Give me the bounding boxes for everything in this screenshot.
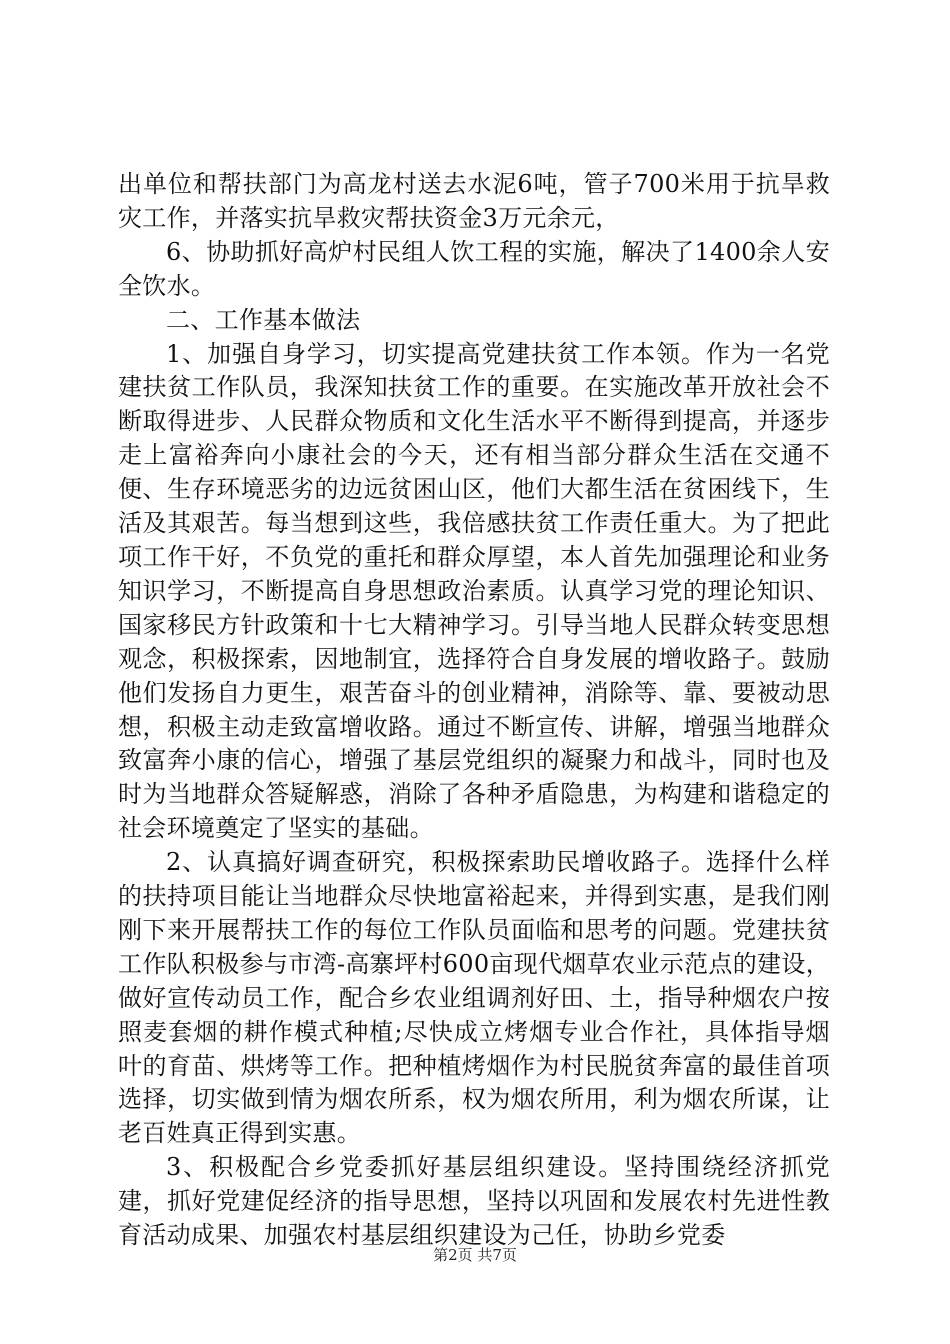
section-heading-work-methods: 二、工作基本做法 — [166, 305, 361, 334]
paragraph-method-1: 1、加强自身学习，切实提高党建扶贫工作本领。作为一名党建扶贫工作队员，我深知扶贫工作的重要。在实施改革开放社会不断取得进步、人民群众物质和文化生活水平不断得到提高，并逐步走上富裕奔向小康社会的今天，还有相当部分群众生活在交通不便、生存环境恶劣的边远贫困山区，他们大都生活在贫困线下，生活及其艰苦。每当想到这些，我倍感扶贫工作责任重大。为了把此项工作干好，不负党的重托和群众厚望，本人首先加强理论和业务知识学习，不断提高自身思想政治素质。认真学习党的理论知识、国家移民方针政策和十七大精神学习。引导当地人民群众转变思想观念，积极探索，因地制宜，选择符合自身发展的增收路子。鼓励他们发扬自力更生，艰苦奋斗的创业精神，消除等、靠、要被动思想，积极主动走致富增收路。通过不断宣传、讲解，增强当地群众致富奔小康的信心，增强了基层党组织的凝聚力和战斗，同时也及时为当地群众答疑解惑，消除了各种矛盾隐患，为构建和谐稳定的社会环境奠定了坚实的基础。 — [118, 339, 830, 843]
paragraph-item-6: 6、协助抓好高炉村民组人饮工程的实施，解决了1400余人安全饮水。 — [118, 237, 830, 300]
document-body — [118, 168, 830, 1253]
page-footer: 第2页 共7页 — [433, 1246, 517, 1264]
paragraph-continuation: 出单位和帮扶部门为高龙村送去水泥6吨，管子700米用于抗旱救灾工作，并落实抗旱救灾帮扶资金3万元余元， — [118, 170, 830, 232]
paragraph-method-2: 2、认真搞好调查研究，积极探索助民增收路子。选择什么样的扶持项目能让当地群众尽快地富裕起来，并得到实惠，是我们刚刚下来开展帮扶工作的每位工作队员面临和思考的问题。党建扶贫工作队积极参与市湾-高寨坪村600亩现代烟草农业示范点的建设，做好宣传动员工作，配合乡农业组调剂好田、土，指导种烟农户按照麦套烟的耕作模式种植;尽快成立烤烟专业合作社，具体指导烟叶的育苗、烘烤等工作。把种植烤烟作为村民脱贫奔富的最佳首项选择，切实做到情为烟农所系，权为烟农所用，利为烟农所谋，让老百姓真正得到实惠。 — [118, 848, 830, 1148]
paragraph-method-3: 3、积极配合乡党委抓好基层组织建设。坚持围绕经济抓党建，抓好党建促经济的指导思想，坚持以巩固和发展农村先进性教育活动成果、加强农村基层组织建设为己任，协助乡党委 — [118, 1153, 830, 1250]
